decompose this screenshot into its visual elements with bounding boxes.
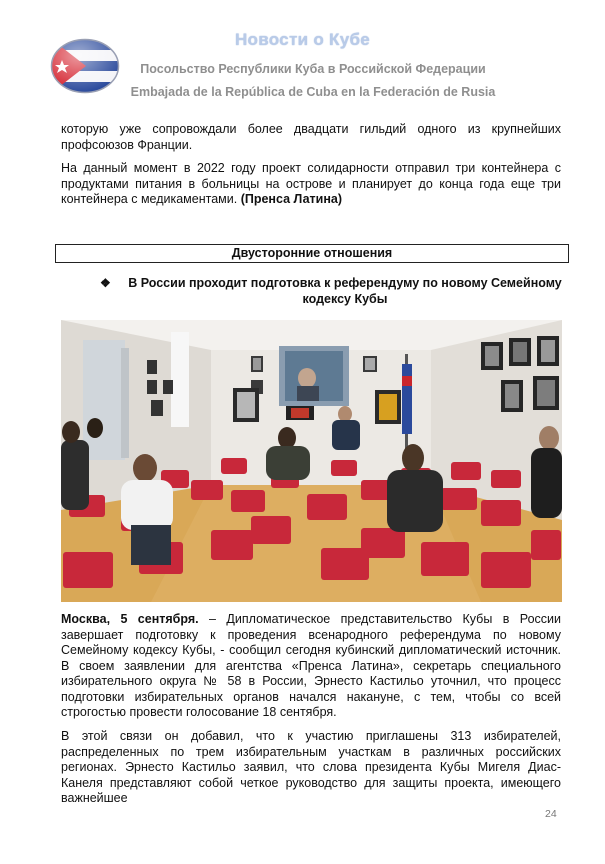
page-number: 24 [545, 808, 557, 820]
news-source: (Пренса Латина) [240, 192, 343, 206]
paragraph-solidarity [61, 161, 561, 208]
article-photo [61, 320, 562, 602]
newsletter-title: Новости о Кубе [234, 30, 371, 49]
paragraph-continuation: которую уже сопровождали более двадцати гильдий одного из крупнейших профсоюзов Франции. [61, 122, 561, 152]
article-headline [100, 276, 570, 307]
page-header [0, 0, 605, 110]
paragraph-solidarity-text: На данный момент в 2022 году проект солидарности отправил три контейнера с продуктами питания в больницы на острове и планирует до конца года еще три контейнера с медикаментами. [61, 161, 561, 206]
meeting-room-photo [61, 320, 562, 602]
section-heading: Двусторонние отношения [55, 244, 569, 263]
embassy-name-es: Embajada de la República de Cuba en la Federación de Rusia [130, 85, 496, 99]
embassy-name-ru: Посольство Республики Куба в Российской Федерации [140, 62, 486, 76]
article-paragraph-1 [61, 612, 561, 721]
article-paragraph-2: В этой связи он добавил, что к участию приглашены 313 избирателей, распределенных по трем избирательным участкам в различных российских регионах. Эрнесто Кастильо заявил, что слова президента Кубы Мигеля Диас-Канеля представляют собой четкое руководство для защиты проекта, имеющего важнейшее [61, 729, 561, 805]
diamond-bullet-icon: ❖ [100, 276, 111, 290]
article-headline-text: В России проходит подготовка к референдуму по новому Семейному кодексу Кубы [128, 276, 562, 306]
article-body-1: – Дипломатическое представительство Кубы в России завершает подготовку к проведения всенародного референдума по новому Семейному кодексу Кубы, - сообщил сегодня кубинский дипломатический источник. В своем заявлении для агентства «Пренса Латина», секретарь специального избирательного округа № 58 в России, Эрнесто Кастильо уточнил, что процесс подготовки избирательных органов начался накануне, с тем, чтобы со всей строгостью провести голосование 18 сентября. [61, 612, 561, 719]
article-dateline: Москва, 5 сентября. [61, 612, 199, 626]
